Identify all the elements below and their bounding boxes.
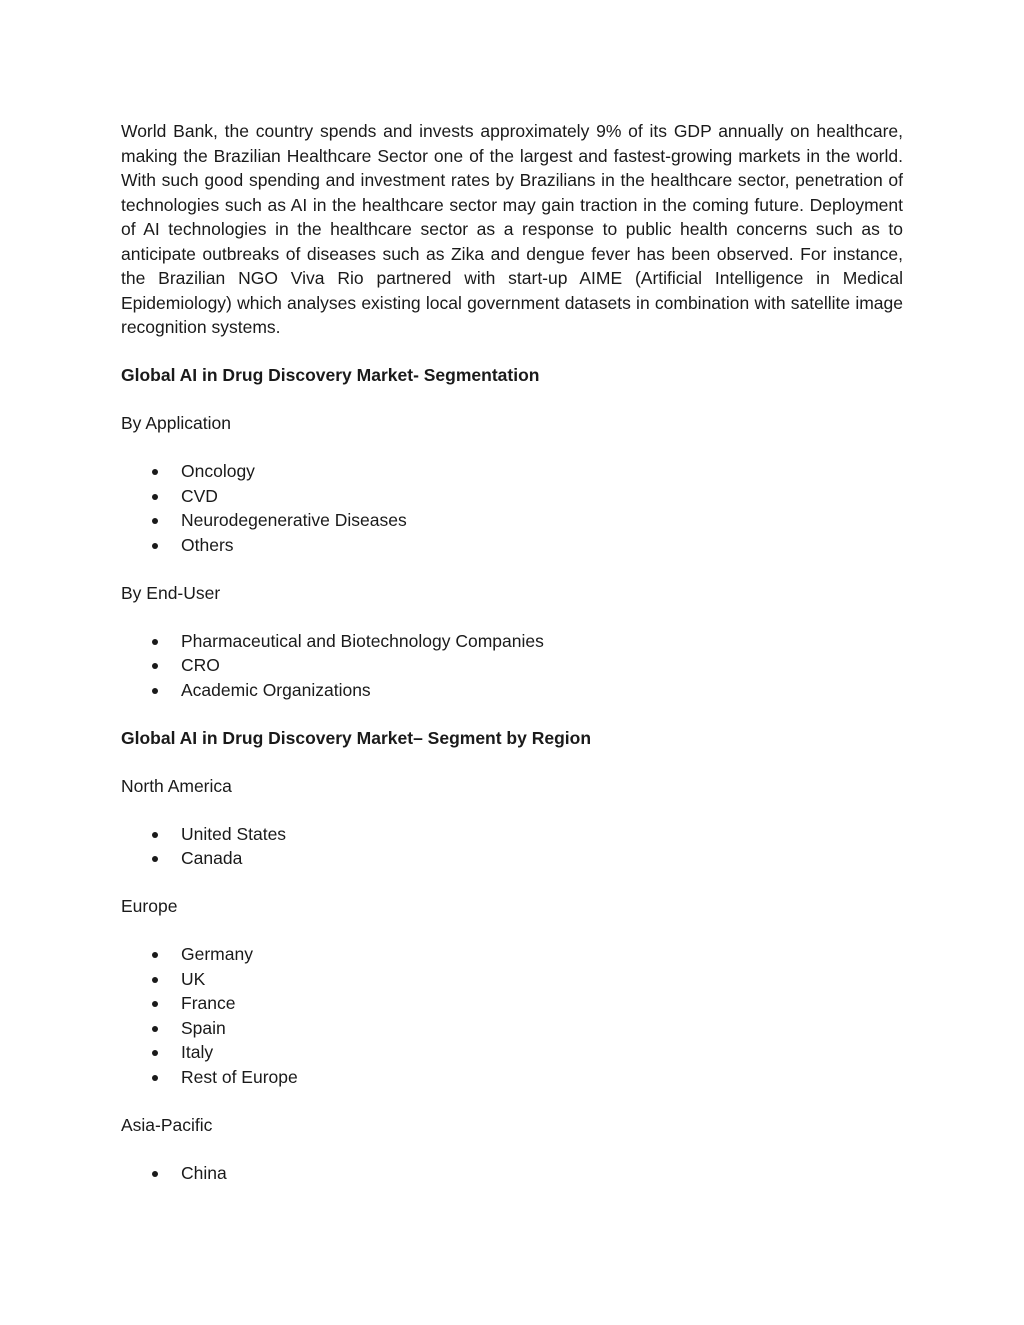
list-item (121, 942, 903, 967)
bullet-icon (152, 977, 158, 983)
list-item-text: Neurodegenerative Diseases (181, 510, 407, 530)
bullet-icon (152, 469, 158, 475)
document-page (121, 119, 903, 1185)
intro-paragraph: World Bank, the country spends and invests approximately 9% of its GDP annually on healthcare, making the Brazilian Healthcare Sector one of the largest and fastest-growing markets in the world. With such good spending and investment rates by Brazilians in the healthcare sector, penetration of technologies such as AI in the healthcare sector may gain traction in the coming future. Deployment of AI technologies in the healthcare sector as a response to public health concerns such as to anticipate outbreaks of diseases such as Zika and dengue fever has been observed. For instance, the Brazilian NGO Viva Rio partnered with start-up AIME (Artificial Intelligence in Medical Epidemiology) which analyses existing local government datasets in combination with satellite image recognition systems. (121, 121, 903, 337)
bullet-icon (152, 856, 158, 862)
list-item (121, 1040, 903, 1065)
list-item-text: Canada (181, 848, 243, 868)
list-item (121, 991, 903, 1016)
by-end-user-label: By End-User (121, 582, 221, 603)
list-item-text: Academic Organizations (181, 679, 371, 700)
north-america-label: North America (121, 775, 232, 796)
list-item (121, 508, 903, 533)
bullet-icon (152, 1001, 158, 1007)
list-item (121, 822, 903, 847)
list-item-text: Oncology (181, 461, 255, 481)
list-item-text: Italy (181, 1042, 214, 1062)
bullet-icon (152, 832, 158, 838)
asia-pacific-label: Asia-Pacific (121, 1114, 213, 1135)
list-item-text: United States (181, 823, 287, 844)
bullet-icon (152, 518, 158, 524)
asia-pacific-list (121, 1161, 903, 1186)
region-heading: Global AI in Drug Discovery Market– Segment by Region (121, 727, 592, 748)
list-item-text: Rest of Europe (181, 1066, 298, 1087)
list-item (121, 1016, 903, 1041)
bullet-icon (152, 1026, 158, 1032)
bullet-icon (152, 543, 158, 549)
bullet-icon (152, 1050, 158, 1056)
list-item (121, 678, 903, 703)
bullet-icon (152, 952, 158, 958)
europe-label: Europe (121, 896, 178, 916)
list-item-text: CRO (181, 655, 220, 675)
end-user-list (121, 629, 903, 703)
list-item (121, 653, 903, 678)
list-item-text: Spain (181, 1017, 226, 1038)
list-item-text: CVD (181, 485, 218, 506)
bullet-icon (152, 639, 158, 645)
list-item-text: China (181, 1162, 227, 1183)
by-application-label: By Application (121, 413, 231, 433)
bullet-icon (152, 663, 158, 669)
europe-list (121, 942, 903, 1089)
list-item (121, 967, 903, 992)
list-item (121, 846, 903, 871)
list-item-text: Pharmaceutical and Biotechnology Companies (181, 630, 544, 651)
list-item-text: Germany (181, 944, 253, 964)
segmentation-heading: Global AI in Drug Discovery Market- Segmentation (121, 365, 540, 385)
application-list (121, 459, 903, 557)
list-item-text: France (181, 993, 236, 1013)
list-item (121, 533, 903, 558)
list-item (121, 459, 903, 484)
north-america-list (121, 822, 903, 871)
list-item (121, 1161, 903, 1186)
bullet-icon (152, 494, 158, 500)
list-item (121, 1065, 903, 1090)
bullet-icon (152, 1171, 158, 1177)
list-item (121, 629, 903, 654)
list-item (121, 484, 903, 509)
bullet-icon (152, 1075, 158, 1081)
list-item-text: UK (181, 968, 206, 989)
bullet-icon (152, 688, 158, 694)
list-item-text: Others (181, 534, 234, 555)
